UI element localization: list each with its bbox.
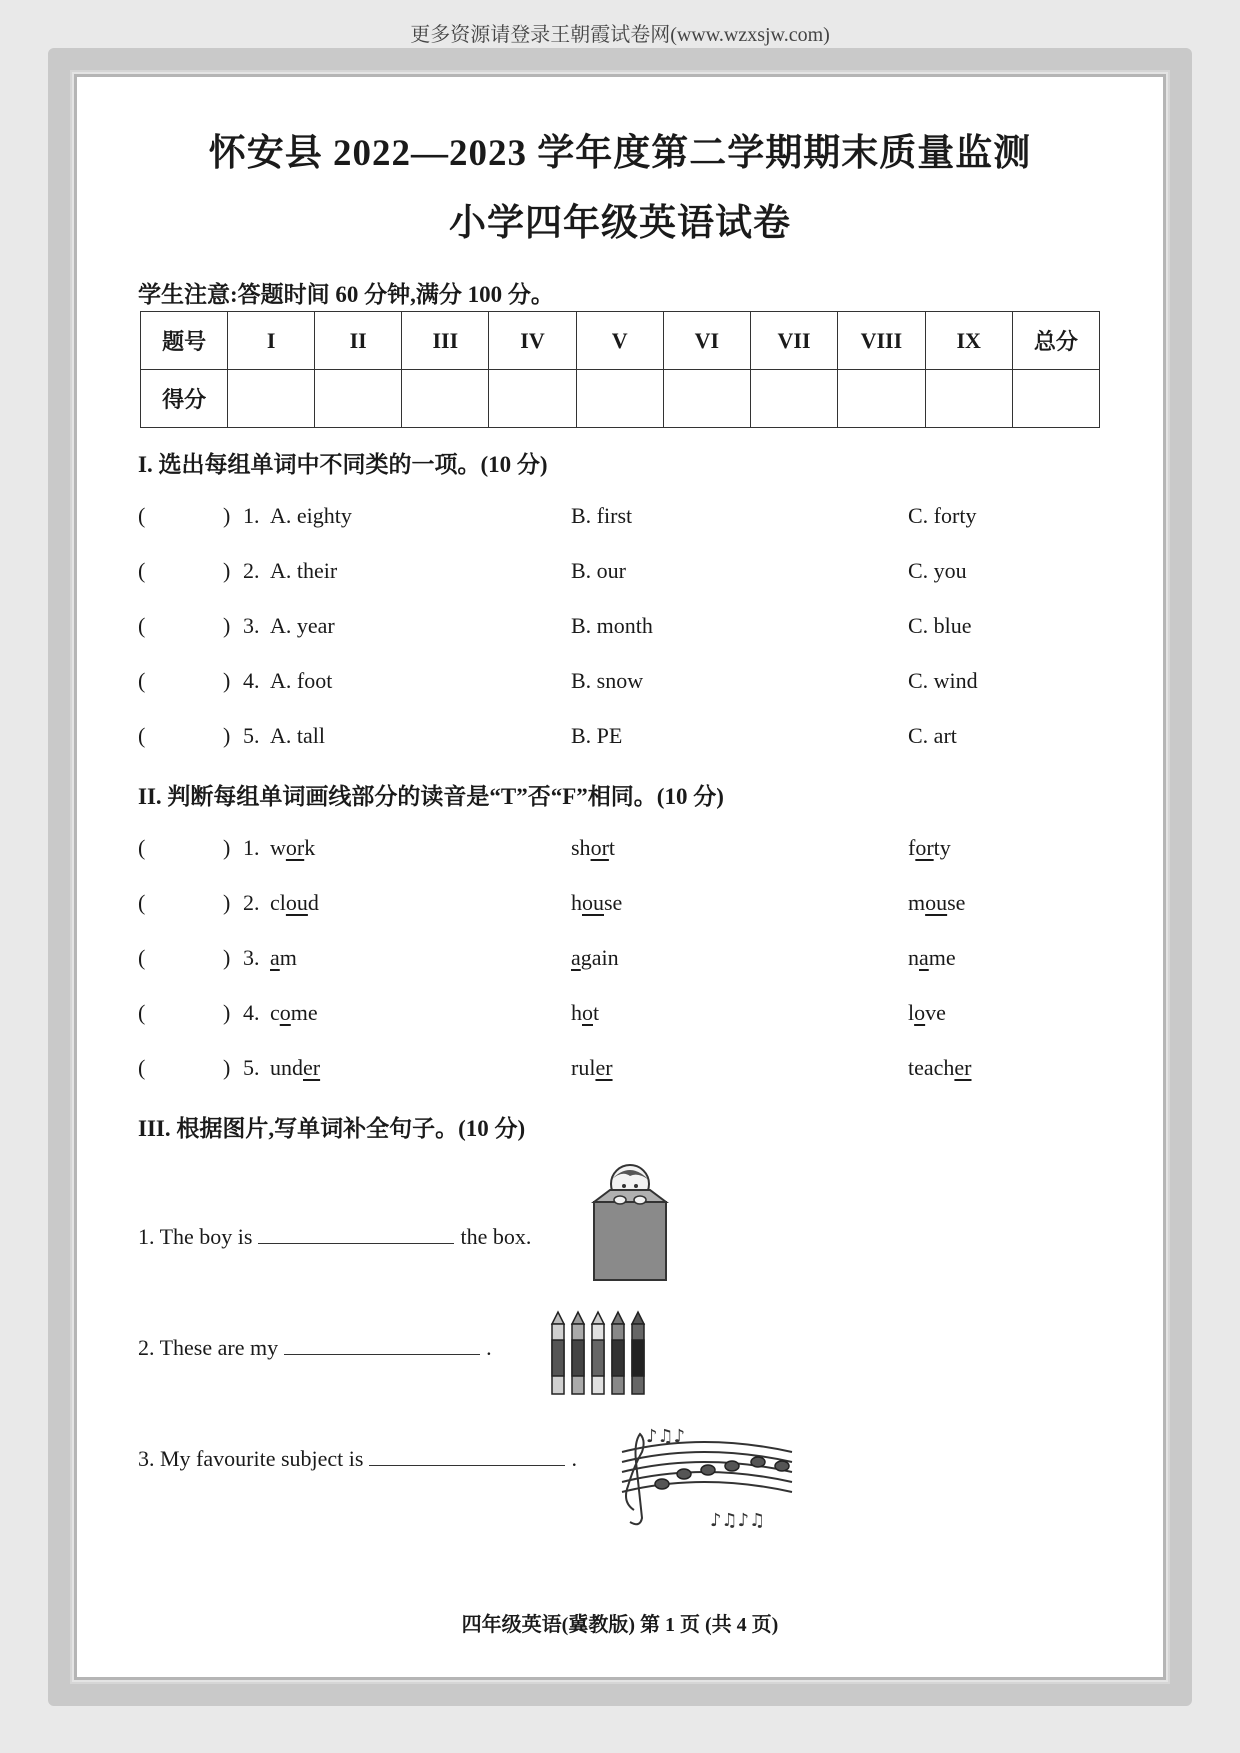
section1-question-2 — [138, 558, 1098, 592]
score-cell[interactable] — [402, 370, 489, 428]
question-number: 2. — [243, 558, 260, 583]
word-3: forty — [908, 835, 951, 860]
score-cell[interactable] — [663, 370, 750, 428]
answer-blank[interactable] — [369, 1445, 565, 1466]
top-note: 更多资源请登录王朝霞试卷网(www.wzxsjw.com) — [410, 24, 830, 46]
svg-text:♪♫♪: ♪♫♪ — [646, 1426, 686, 1447]
question-number: 2. — [243, 890, 260, 915]
score-cell[interactable] — [838, 370, 925, 428]
answer-paren-close: ) — [223, 890, 231, 915]
word-3: teacher — [908, 1055, 972, 1080]
word-2: ruler — [571, 1055, 613, 1080]
section2-heading: II. 判断每组单词画线部分的读音是“T”否“F”相同。(10 分) — [138, 784, 724, 809]
option-c: C. wind — [908, 668, 978, 693]
option-c: C. forty — [908, 503, 977, 528]
option-b: B. month — [571, 613, 653, 638]
option-b: B. first — [571, 503, 633, 528]
student-notice: 学生注意:答题时间 60 分钟,满分 100 分。 — [138, 282, 554, 307]
score-cell[interactable] — [1012, 370, 1099, 428]
answer-paren-open[interactable]: ( — [138, 558, 146, 583]
score-header-cell: III — [402, 312, 489, 370]
answer-paren-close: ) — [223, 835, 231, 860]
section3-heading: III. 根据图片,写单词补全句子。(10 分) — [138, 1116, 526, 1141]
word-3: love — [908, 1000, 946, 1025]
answer-paren-open[interactable]: ( — [138, 668, 146, 693]
score-header-cell: IV — [489, 312, 576, 370]
option-a: A. eighty — [270, 503, 352, 528]
option-a: A. tall — [270, 723, 325, 748]
answer-paren-close: ) — [223, 668, 231, 693]
answer-paren-open[interactable]: ( — [138, 890, 146, 915]
score-header-cell: IX — [925, 312, 1012, 370]
word-3: mouse — [908, 890, 966, 915]
crayons-image — [548, 1310, 658, 1398]
score-cell[interactable] — [576, 370, 663, 428]
option-a: A. their — [270, 558, 338, 583]
answer-paren-open[interactable]: ( — [138, 1055, 146, 1080]
score-table — [140, 311, 1100, 428]
option-b: B. snow — [571, 668, 644, 693]
question-number: 3. — [243, 945, 260, 970]
word-2: hot — [571, 1000, 600, 1025]
score-row-label: 得分 — [141, 370, 228, 428]
word-1: work — [270, 835, 316, 860]
section3-sentence-2: 2. These are my . — [138, 1335, 492, 1360]
question-number: 3. — [243, 613, 260, 638]
section2-question-3 — [138, 945, 1098, 979]
answer-paren-close: ) — [223, 1055, 231, 1080]
answer-paren-close: ) — [223, 503, 231, 528]
section3-sentence-1: 1. The boy is the box. — [138, 1224, 532, 1249]
answer-blank[interactable] — [284, 1334, 480, 1355]
page-footer: 四年级英语(冀教版) 第 1 页 (共 4 页) — [461, 1614, 779, 1636]
score-header-cell: VII — [750, 312, 837, 370]
section1-heading: I. 选出每组单词中不同类的一项。(10 分) — [138, 452, 548, 477]
answer-paren-close: ) — [223, 613, 231, 638]
word-1: cloud — [270, 890, 319, 915]
section1-question-4 — [138, 668, 1098, 702]
answer-paren-open[interactable]: ( — [138, 613, 146, 638]
word-2: house — [571, 890, 623, 915]
question-number: 4. — [243, 668, 260, 693]
score-cell[interactable] — [925, 370, 1012, 428]
word-3: name — [908, 945, 956, 970]
section1-question-3 — [138, 613, 1098, 647]
word-1: under — [270, 1055, 321, 1080]
score-cell[interactable] — [228, 370, 315, 428]
score-cell[interactable] — [315, 370, 402, 428]
music-notes-image — [612, 1422, 802, 1532]
score-header-cell: VI — [663, 312, 750, 370]
answer-paren-open[interactable]: ( — [138, 835, 146, 860]
section1-question-1 — [138, 503, 1098, 537]
question-number: 4. — [243, 1000, 260, 1025]
option-b: B. our — [571, 558, 626, 583]
word-1: am — [270, 945, 297, 970]
boy-behind-box-image — [582, 1162, 678, 1284]
exam-title: 怀安县 2022—2023 学年度第二学期期末质量监测 — [208, 133, 1032, 174]
option-a: A. year — [270, 613, 335, 638]
section2-question-5 — [138, 1055, 1098, 1089]
score-cell[interactable] — [489, 370, 576, 428]
answer-paren-close: ) — [223, 945, 231, 970]
question-number: 5. — [243, 723, 260, 748]
answer-paren-open[interactable]: ( — [138, 1000, 146, 1025]
question-number: 5. — [243, 1055, 260, 1080]
word-2: short — [571, 835, 616, 860]
score-table-score-row — [141, 370, 1100, 428]
option-b: B. PE — [571, 723, 623, 748]
answer-blank[interactable] — [258, 1223, 454, 1244]
option-c: C. blue — [908, 613, 972, 638]
score-header-cell: VIII — [838, 312, 925, 370]
section2-question-1 — [138, 835, 1098, 869]
answer-paren-close: ) — [223, 1000, 231, 1025]
question-number: 1. — [243, 835, 260, 860]
svg-text:♪♫♪♫: ♪♫♪♫ — [710, 1510, 766, 1531]
score-header-cell: 题号 — [141, 312, 228, 370]
answer-paren-close: ) — [223, 558, 231, 583]
score-header-cell: I — [228, 312, 315, 370]
section2-question-2 — [138, 890, 1098, 924]
question-number: 1. — [243, 503, 260, 528]
score-header-cell: 总分 — [1012, 312, 1099, 370]
score-header-cell: II — [315, 312, 402, 370]
option-c: C. art — [908, 723, 957, 748]
word-2: again — [571, 945, 619, 970]
answer-paren-open[interactable]: ( — [138, 503, 146, 528]
answer-paren-open[interactable]: ( — [138, 945, 146, 970]
option-a: A. foot — [270, 668, 333, 693]
section1-question-5 — [138, 723, 1098, 757]
score-header-cell: V — [576, 312, 663, 370]
exam-subtitle: 小学四年级英语试卷 — [449, 203, 791, 244]
score-cell[interactable] — [750, 370, 837, 428]
answer-paren-open[interactable]: ( — [138, 723, 146, 748]
word-1: come — [270, 1000, 318, 1025]
option-c: C. you — [908, 558, 967, 583]
score-table-header-row — [141, 312, 1100, 370]
section3-sentence-3: 3. My favourite subject is . — [138, 1446, 577, 1471]
section2-question-4 — [138, 1000, 1098, 1034]
answer-paren-close: ) — [223, 723, 231, 748]
